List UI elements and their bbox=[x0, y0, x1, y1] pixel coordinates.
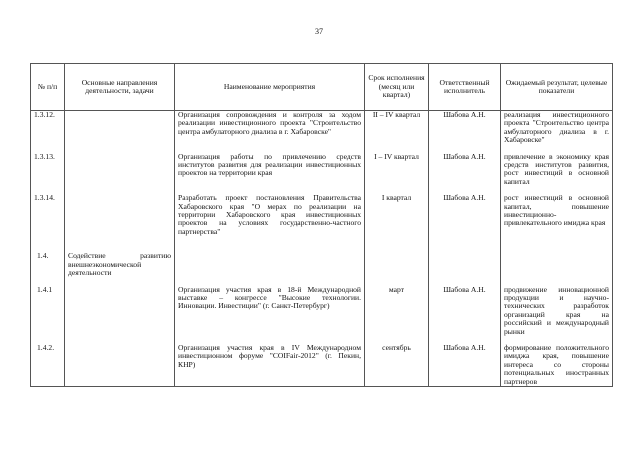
col-header-event: Наименование мероприятия bbox=[175, 64, 365, 111]
col-header-result: Ожидаемый результат, целевые показатели bbox=[501, 64, 613, 111]
row-term: март bbox=[365, 286, 429, 336]
table-row bbox=[31, 286, 613, 336]
row-result: формирование положительного имиджа края, повышение интереса со стороны потенциальных иностранных партнеров bbox=[501, 344, 613, 387]
row-result: привлечение в экономику края средств институтов развития, рост инвестиций в основной капитал bbox=[501, 153, 613, 187]
row-direction bbox=[65, 111, 175, 145]
row-term bbox=[365, 252, 429, 277]
row-executor: Шабова А.Н. bbox=[429, 344, 501, 387]
row-spacer bbox=[31, 236, 613, 252]
table-row bbox=[31, 111, 613, 145]
row-term: сентябрь bbox=[365, 344, 429, 387]
row-number: 1.4.1 bbox=[31, 286, 65, 336]
table-row bbox=[31, 153, 613, 187]
table-row bbox=[31, 252, 613, 277]
row-term: II – IV квартал bbox=[365, 111, 429, 145]
page-number: 37 bbox=[315, 27, 323, 36]
table-row bbox=[31, 344, 613, 387]
row-event: Организация участия края в 18-й Международной выставке – конгрессе "Высокие технологии. Инновации. Инвестиции" (г. Санкт-Петербург) bbox=[175, 286, 365, 336]
row-result: продвижение инновационной продукции и научно-технических разработок организаций края на российский и международный рынки bbox=[501, 286, 613, 336]
row-term: I квартал bbox=[365, 194, 429, 236]
row-executor: Шабова А.Н. bbox=[429, 286, 501, 336]
row-direction: Содействие развитию внешнеэкономической деятельности bbox=[65, 252, 175, 277]
row-result: рост инвестиций в основной капитал, повышение инвестиционно-привлекательного имиджа края bbox=[501, 194, 613, 236]
row-direction bbox=[65, 286, 175, 336]
row-result: реализация инвестиционного проекта "Строительство центра амбулаторного диализа в г. Хабаровске" bbox=[501, 111, 613, 145]
col-header-executor: Ответственный исполнитель bbox=[429, 64, 501, 111]
row-direction bbox=[65, 153, 175, 187]
row-term: I – IV квартал bbox=[365, 153, 429, 187]
row-event: Организация сопровождения и контроля за ходом реализации инвестиционного проекта "Строительство центра амбулаторного диализа в г. Хабаровске" bbox=[175, 111, 365, 145]
row-event: Организация работы по привлечению средств институтов развития для реализации инвестиционных проектов на территории края bbox=[175, 153, 365, 187]
row-result bbox=[501, 252, 613, 277]
row-number: 1.4. bbox=[31, 252, 65, 277]
row-executor: Шабова А.Н. bbox=[429, 111, 501, 145]
col-header-term: Срок исполнения (месяц или квартал) bbox=[365, 64, 429, 111]
col-header-direction: Основные направления деятельности, задачи bbox=[65, 64, 175, 111]
row-event: Разработать проект постановления Правительства Хабаровского края "О мерах по реализации на территории Хабаровского края инвестиционных проектов на условиях государственно-частного партнерства" bbox=[175, 194, 365, 236]
action-plan-table bbox=[30, 63, 613, 387]
row-executor: Шабова А.Н. bbox=[429, 194, 501, 236]
row-direction bbox=[65, 194, 175, 236]
col-header-number: № п/п bbox=[31, 64, 65, 111]
row-number: 1.3.14. bbox=[31, 194, 65, 236]
row-direction bbox=[65, 344, 175, 387]
row-number: 1.3.13. bbox=[31, 153, 65, 187]
table-row bbox=[31, 194, 613, 236]
row-number: 1.3.12. bbox=[31, 111, 65, 145]
row-number: 1.4.2. bbox=[31, 344, 65, 387]
row-event bbox=[175, 252, 365, 277]
row-executor bbox=[429, 252, 501, 277]
row-event: Организация участия края в IV Международном инвестиционном форуме "COIFair-2012" (г. Пекин, КНР) bbox=[175, 344, 365, 387]
table-header-row bbox=[31, 64, 613, 111]
row-executor: Шабова А.Н. bbox=[429, 153, 501, 187]
